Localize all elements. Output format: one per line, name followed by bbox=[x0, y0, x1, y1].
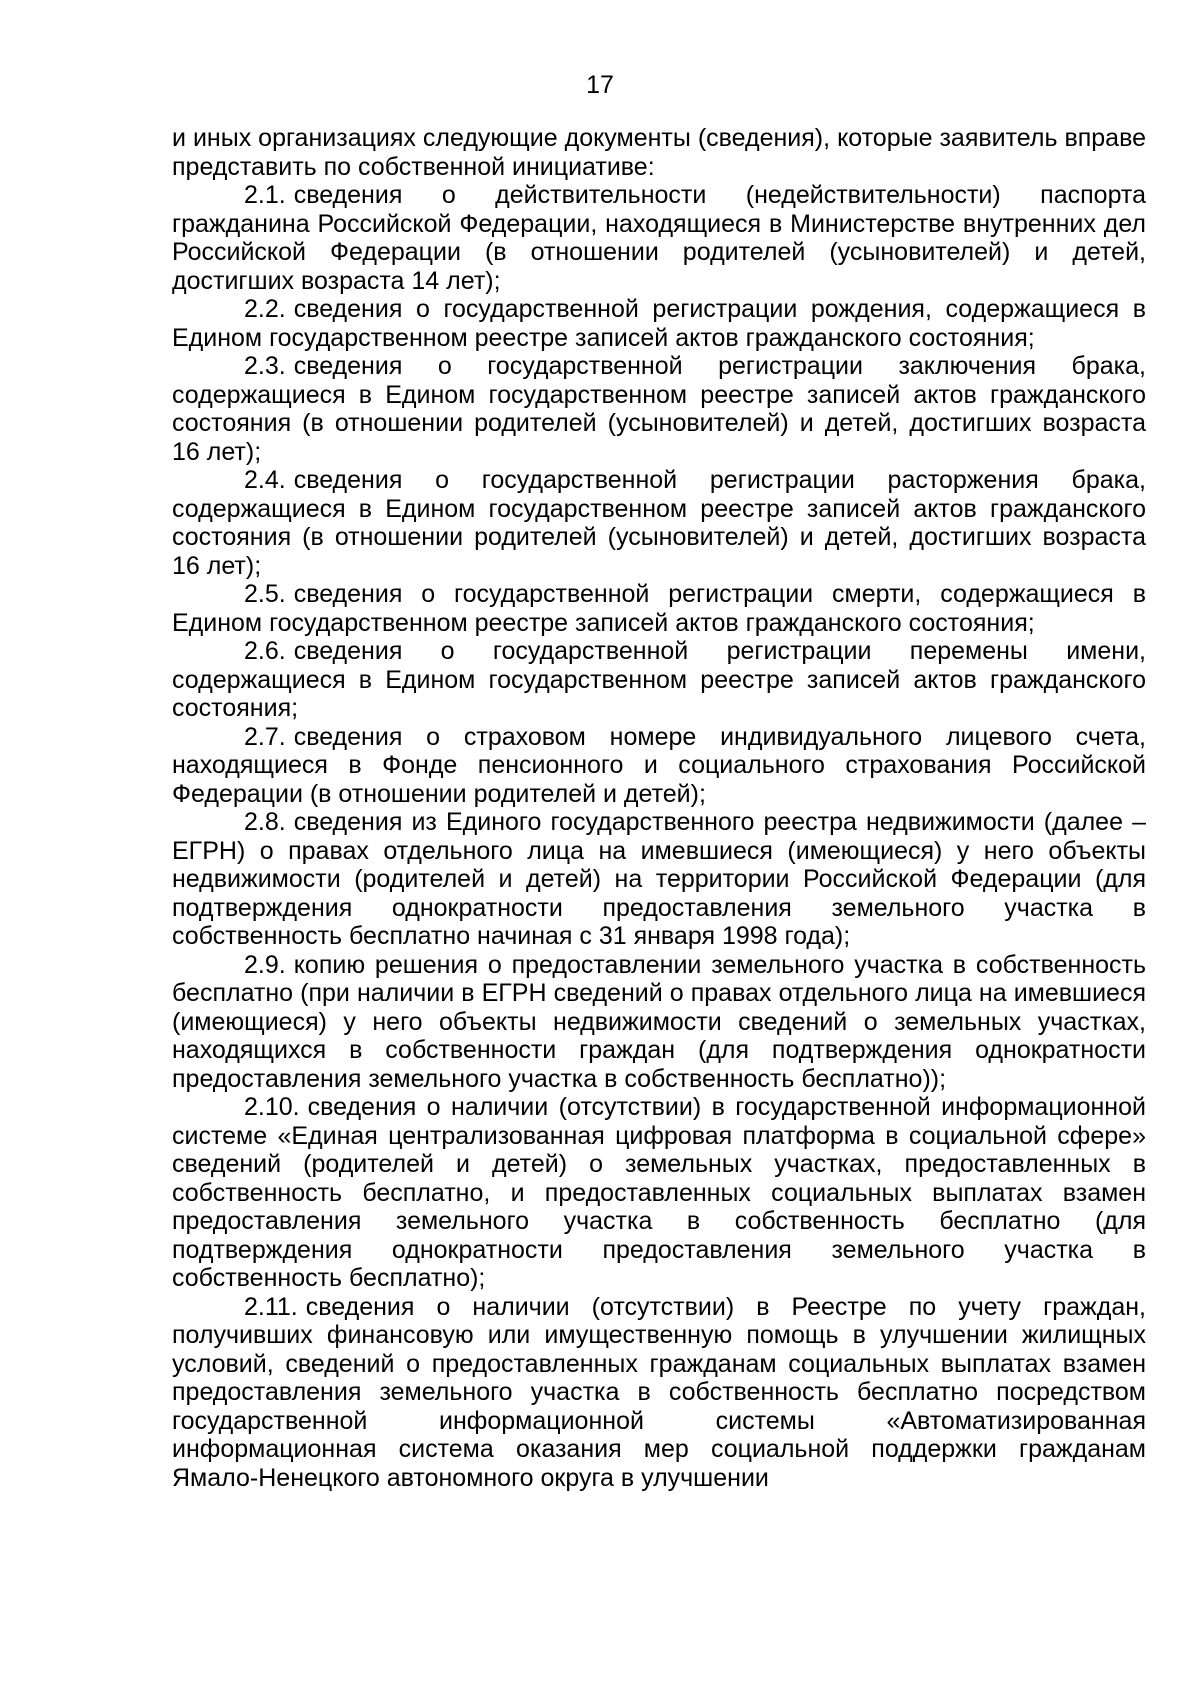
paragraph-text: сведения о наличии (отсутствии) в государственной информационной системе «Единая централизованная цифровая платформа в социальной сфере» сведений (родителей и детей) о земельных участках, предоставленных в собственность бесплатно, и предоставленных социальных выплатах взамен предоставления земельного участка в собственность бесплатно (для подтверждения однократности предоставления земельного участка в собственность бесплатно); bbox=[172, 1093, 1146, 1292]
paragraph-text: сведения о государственной регистрации смерти, содержащиеся в Едином государственном реестре записей актов гражданского состояния; bbox=[172, 580, 1146, 637]
item-number: 2.4. bbox=[244, 466, 286, 494]
paragraph-text: сведения о государственной регистрации перемены имени, содержащиеся в Едином государственном реестре записей актов гражданского состояния; bbox=[172, 637, 1146, 722]
item-number: 2.1. bbox=[244, 181, 286, 209]
paragraph-2-8 bbox=[172, 808, 1146, 951]
paragraph-2-4 bbox=[172, 466, 1146, 580]
paragraph-text: сведения о страховом номере индивидуального лицевого счета, находящиеся в Фонде пенсионного и социального страхования Российской Федерации (в отношении родителей и детей); bbox=[172, 722, 1146, 808]
paragraph-text: сведения о наличии (отсутствии) в Реестре по учету граждан, получивших финансовую или имущественную помощь в улучшении жилищных условий, сведений о предоставленных гражданам социальных выплатах взамен предоставления земельного участка в собственность бесплатно посредством государственной информационной системы «Автоматизированная информационная система оказания мер социальной поддержки гражданам Ямало-Ненецкого автономного округа в улучшении bbox=[172, 1292, 1146, 1492]
paragraph-text: сведения о государственной регистрации заключения брака, содержащиеся в Едином государственном реестре записей актов гражданского состояния (в отношении родителей (усыновителей) и детей, достигших возраста 16 лет); bbox=[172, 352, 1146, 466]
item-number: 2.3. bbox=[244, 352, 286, 380]
paragraph-text: копию решения о предоставлении земельного участка в собственность бесплатно (при наличии в ЕГРН сведений о правах отдельного лица на имевшиеся (имеющиеся) у него объекты недвижимости сведений о земельных участках, находящихся в собственности граждан (для подтверждения однократности предоставления земельного участка в собственность бесплатно)); bbox=[172, 950, 1146, 1093]
item-number: 2.6. bbox=[244, 637, 286, 665]
paragraph-2-2 bbox=[172, 295, 1146, 352]
page-number: 17 bbox=[586, 71, 614, 99]
item-number: 2.7. bbox=[244, 722, 286, 751]
paragraph-text: сведения из Единого государственного реестра недвижимости (далее – ЕГРН) о правах отдельного лица на имевшиеся (имеющиеся) у него объекты недвижимости (родителей и детей) на территории Российской Федерации (для подтверждения однократности предоставления земельного участка в собственность бесплатно начиная с 31 января 1998 года); bbox=[172, 808, 1146, 950]
document-body bbox=[172, 124, 1146, 1492]
item-number: 2.11. bbox=[244, 1292, 298, 1321]
item-number: 2.8. bbox=[244, 808, 286, 836]
paragraph-2-7 bbox=[172, 723, 1146, 809]
item-number: 2.9. bbox=[244, 950, 286, 979]
paragraph-text: сведения о государственной регистрации рождения, содержащиеся в Едином государственном реестре записей актов гражданского состояния; bbox=[172, 295, 1146, 352]
paragraph-text: сведения о государственной регистрации расторжения брака, содержащиеся в Едином государственном реестре записей актов гражданского состояния (в отношении родителей (усыновителей) и детей, достигших возраста 16 лет); bbox=[172, 466, 1146, 580]
item-number: 2.2. bbox=[244, 295, 286, 323]
paragraph-continuation bbox=[172, 124, 1146, 181]
paragraph-text: и иных организациях следующие документы (сведения), которые заявитель вправе представить по собственной инициативе: bbox=[172, 124, 1146, 181]
paragraph-2-6 bbox=[172, 637, 1146, 723]
paragraph-2-10 bbox=[172, 1093, 1146, 1293]
item-number: 2.10. bbox=[244, 1093, 300, 1121]
paragraph-2-9 bbox=[172, 951, 1146, 1094]
paragraph-2-5 bbox=[172, 580, 1146, 637]
paragraph-2-11 bbox=[172, 1293, 1146, 1493]
paragraph-text: сведения о действительности (недействительности) паспорта гражданина Российской Федерации, находящиеся в Министерстве внутренних дел Российской Федерации (в отношении родителей (усыновителей) и детей, достигших возраста 14 лет); bbox=[172, 181, 1146, 295]
paragraph-2-1 bbox=[172, 181, 1146, 295]
paragraph-2-3 bbox=[172, 352, 1146, 466]
item-number: 2.5. bbox=[244, 580, 286, 608]
